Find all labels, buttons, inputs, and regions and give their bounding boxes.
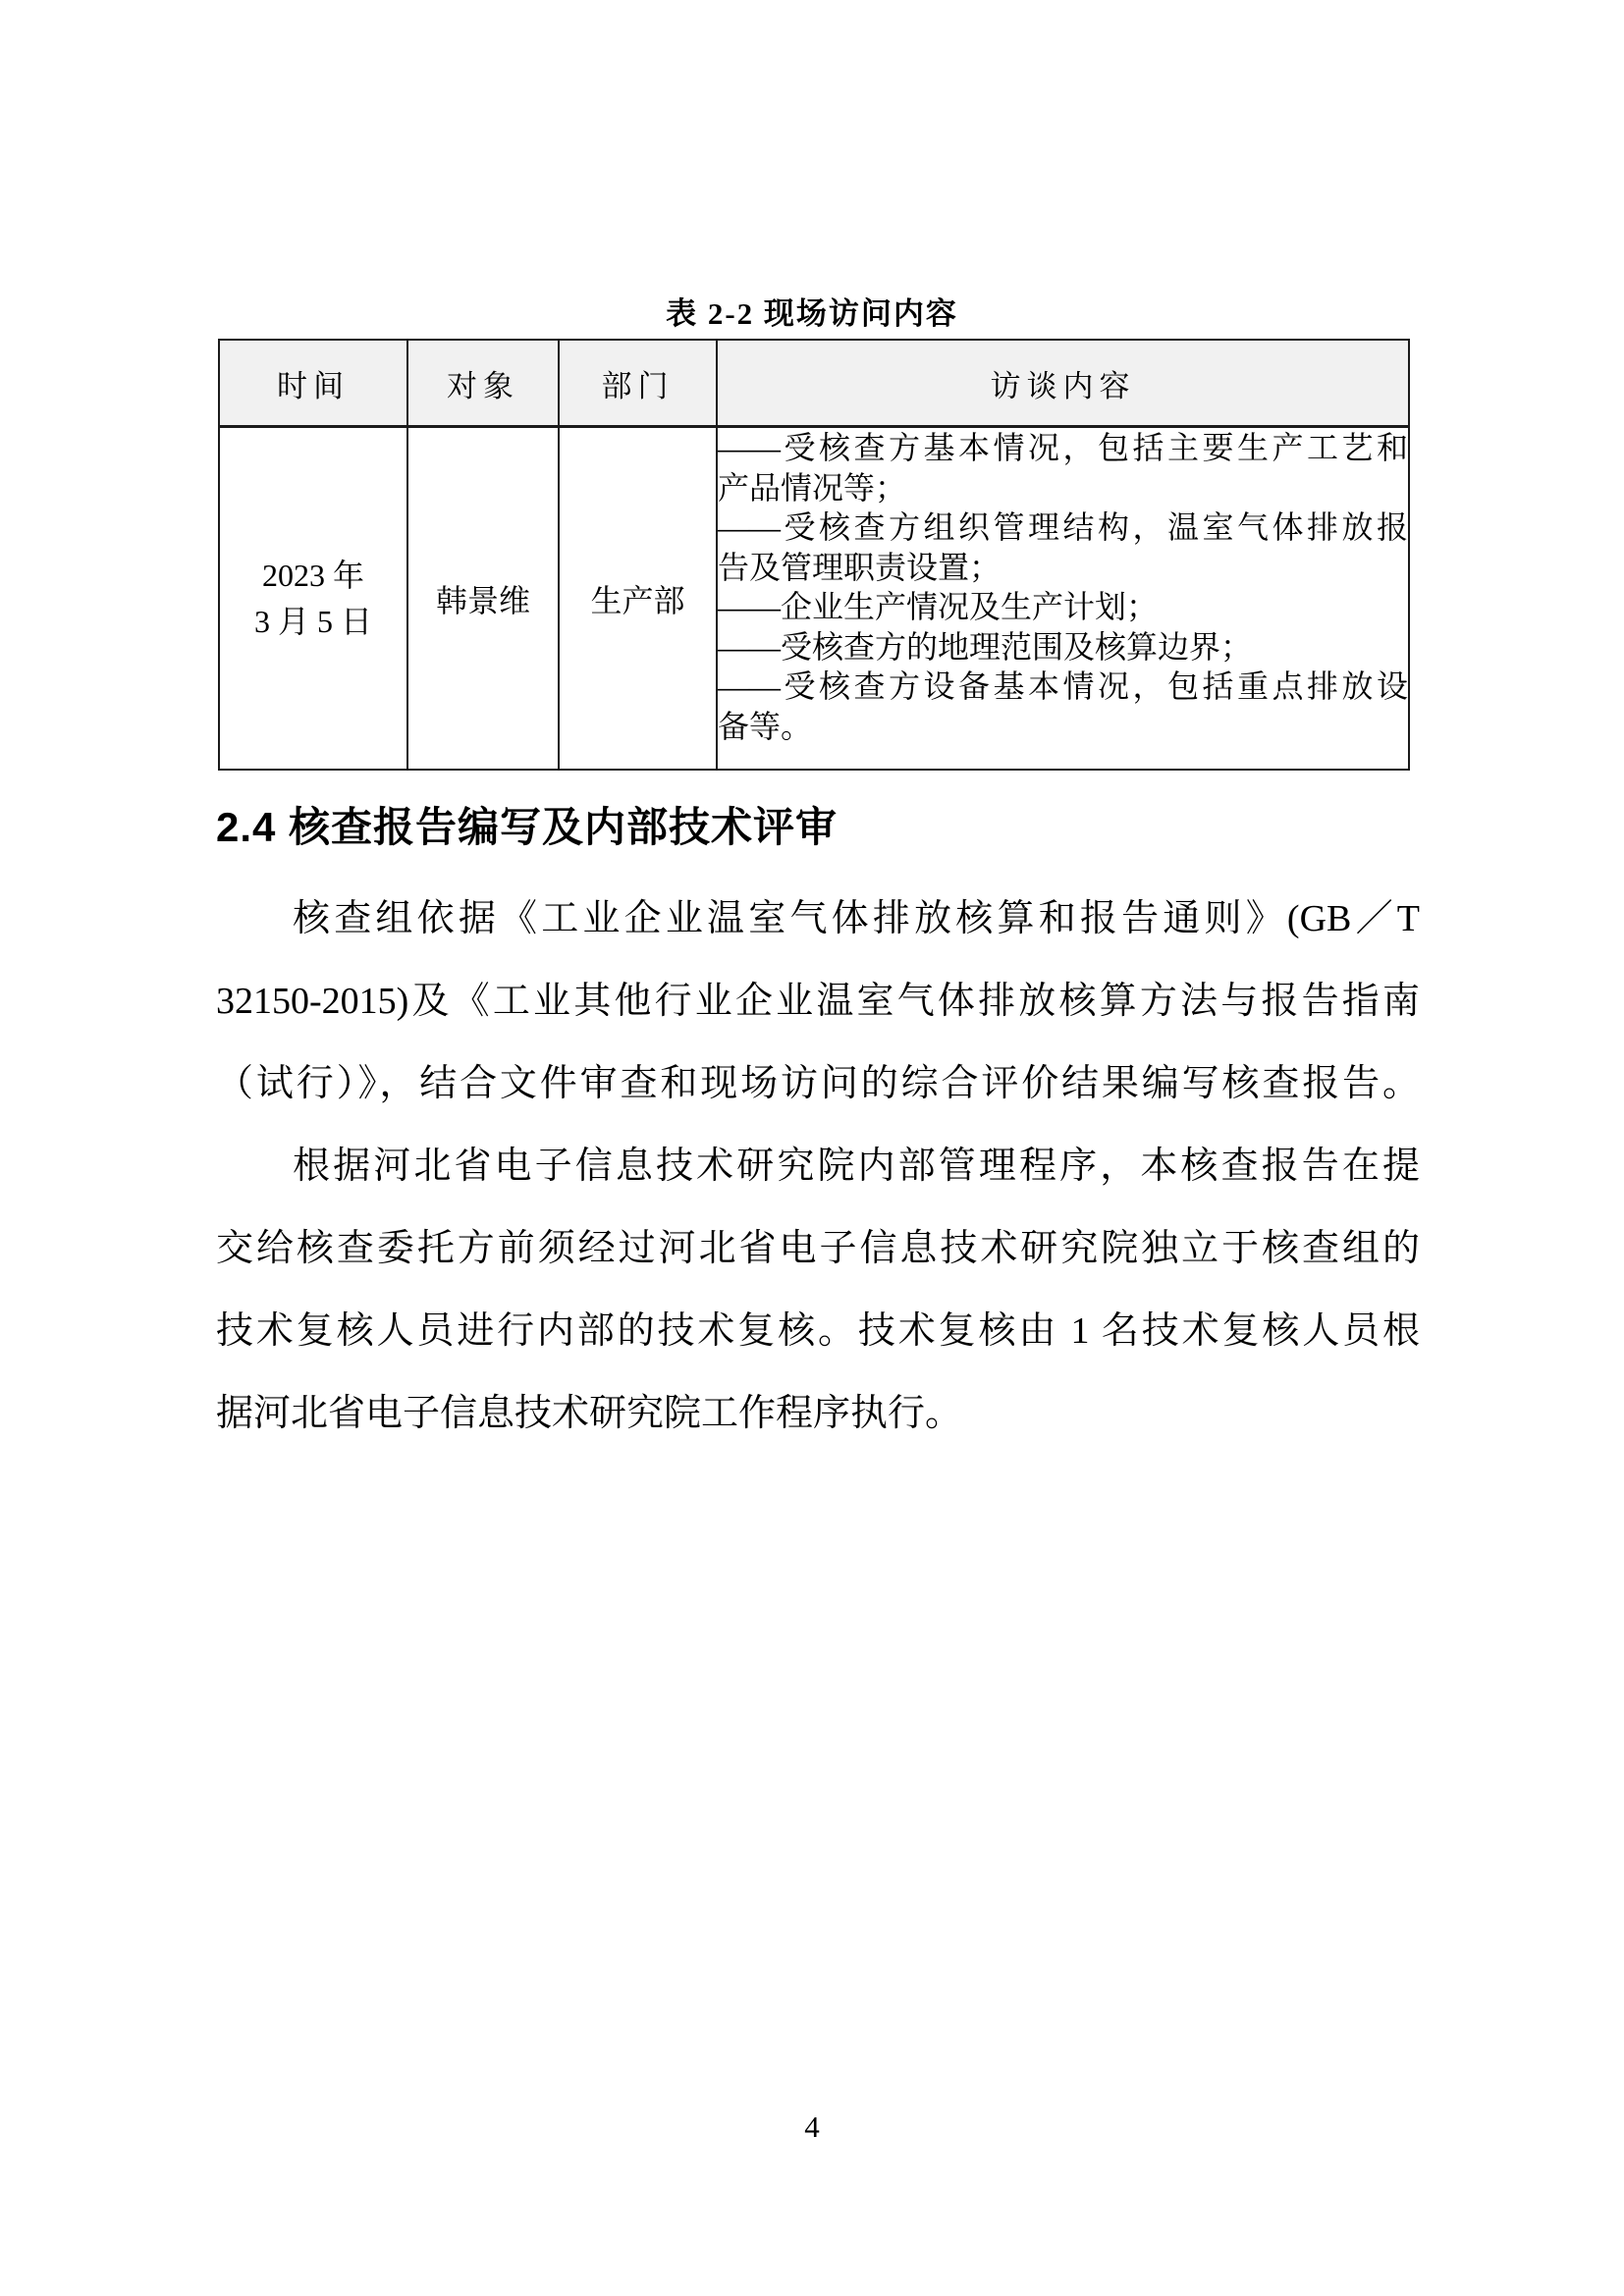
paragraph-line: 技术复核人员进行内部的技术复核。技术复核由 1 名技术复核人员根: [216, 1310, 1420, 1352]
page-number: 4: [804, 2109, 820, 2144]
interview-content-line: 告及管理职责设置；: [718, 549, 1001, 585]
paragraph-line: 核查组依据《工业企业温室气体排放核算和报告通则》(GB／T: [293, 898, 1420, 939]
paragraph-line: 根据河北省电子信息技术研究院内部管理程序，本核查报告在提: [293, 1146, 1420, 1187]
cell-department: 生产部: [559, 427, 717, 771]
col-header-time: 时间: [219, 340, 407, 427]
body-text: [216, 878, 1420, 1455]
paragraph-line: 32150-2015)及《工业其他行业企业温室气体排放核算方法与报告指南: [216, 981, 1420, 1022]
interview-content-line: ——受核查方的地理范围及核算边界；: [718, 628, 1253, 665]
paragraph-line: （试行）》，结合文件审查和现场访问的综合评价结果编写核查报告。: [216, 1063, 1420, 1104]
time-line-2: 3 月 5 日: [253, 603, 372, 639]
paragraph-line: 交给核查委托方前须经过河北省电子信息技术研究院独立于核查组的: [216, 1228, 1420, 1269]
table-row: [219, 427, 1409, 771]
section-heading: 2.4 核查报告编写及内部技术评审: [216, 804, 839, 850]
interview-content-line: ——受核查方组织管理结构，温室气体排放报: [718, 509, 1408, 545]
interview-content-line: 备等。: [718, 708, 813, 744]
col-header-department: 部门: [559, 340, 717, 427]
table-header-row: [219, 340, 1409, 427]
site-visit-table: [218, 339, 1410, 771]
table-caption: 表 2-2 现场访问内容: [666, 296, 958, 331]
interview-content-line: 产品情况等；: [718, 469, 907, 506]
cell-person: 韩景维: [407, 427, 559, 771]
paragraph-line: 据河北省电子信息技术研究院工作程序执行。: [216, 1393, 963, 1434]
interview-content-line: ——受核查方基本情况，包括主要生产工艺和: [718, 430, 1408, 465]
interview-content-line: ——受核查方设备基本情况，包括重点排放设: [718, 668, 1408, 704]
interview-content-line: ——企业生产情况及生产计划；: [718, 589, 1159, 624]
cell-interview-content: [717, 427, 1409, 771]
time-line-1: 2023 年: [261, 557, 364, 593]
col-header-interview-content: 访谈内容: [717, 340, 1409, 427]
cell-time: [219, 427, 407, 771]
col-header-person: 对象: [407, 340, 559, 427]
